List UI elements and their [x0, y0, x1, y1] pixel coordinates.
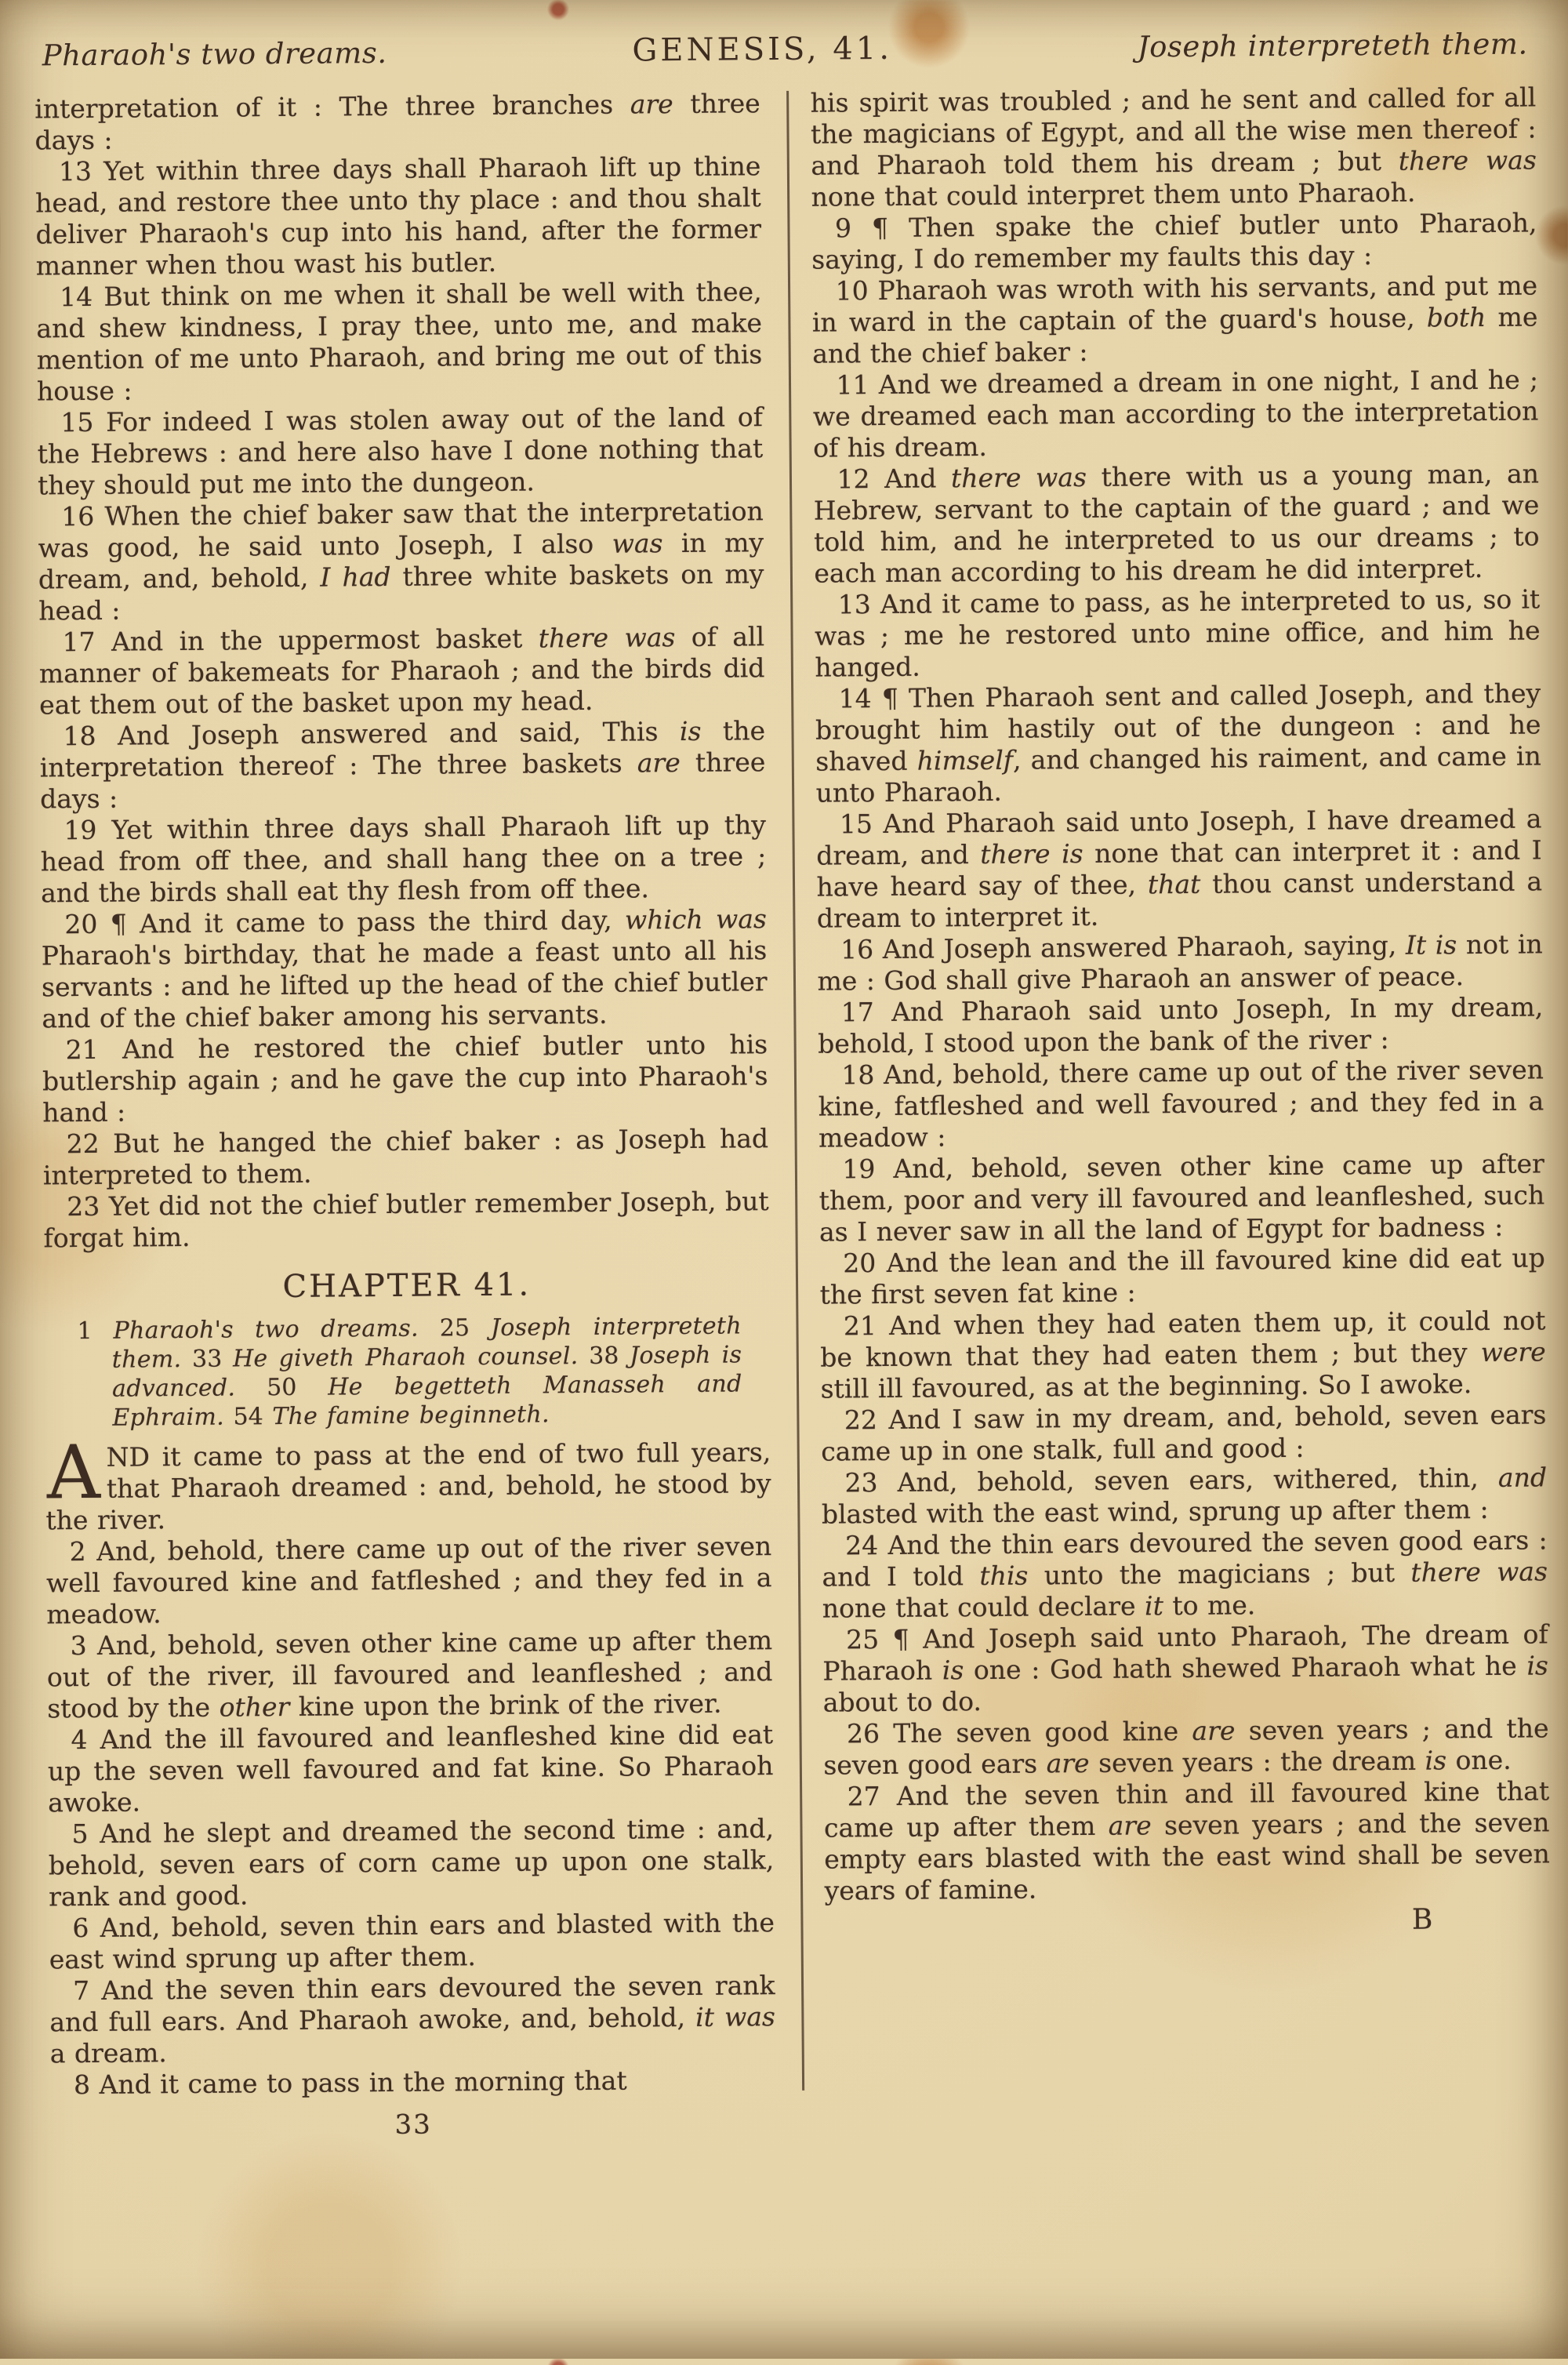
page-number: 33 [394, 2109, 432, 2141]
verse-paragraph: 9 ¶ Then spake the chief butler unto Pharaoh, saying, I do remember my faults this day : [811, 207, 1537, 275]
verse-paragraph: 19 Yet within three days shall Pharaoh lift up thy head from off thee, and shall hang thee on a tree ; and the birds shall eat thy flesh from off thee. [40, 809, 767, 909]
verse-paragraph: 4 And the ill favoured and leanfleshed kine did eat up the seven well favoured and fat kine. So Pharaoh awoke. [47, 1719, 774, 1818]
verse-paragraph: 12 And there was there with us a young man, an Hebrew, servant to the captain of the guard ; and we told him, and he interpreted to us our dreams ; to each man according to his dream he did interpret. [813, 458, 1540, 589]
verse-paragraph: 22 And I saw in my dream, and, behold, seven ears came up in one stalk, full and good : [821, 1399, 1547, 1467]
chapter-summary: 1 Pharaoh's two dreams. 25 Joseph interpreteth them. 33 He giveth Pharaoh counsel. 38 Joseph is advanced. 50 He begetteth Manasseh and Ephraim. 54 The famine beginneth. [77, 1312, 742, 1432]
verse-paragraph: 7 And the seven thin ears devoured the seven rank and full ears. And Pharaoh awoke, and, behold, it was a dream. [49, 1970, 776, 2069]
running-head-title: GENESIS, 41. [632, 30, 893, 69]
verse-paragraph: 18 And, behold, there came up out of the river seven kine, fatfleshed and well favoured ; and they fed in a meadow : [818, 1054, 1544, 1153]
verse-paragraph: 23 And, behold, seven ears, withered, thin, and blasted with the east wind, sprung up after them : [821, 1462, 1548, 1530]
verse-paragraph: 23 Yet did not the chief butler remember Joseph, but forgat him. [43, 1186, 769, 1254]
verse-paragraph: 17 And in the uppermost basket there was of all manner of bakemeats for Pharaoh ; and the birds did eat them out of the basket upon my head. [38, 621, 765, 721]
verse-paragraph: 16 When the chief baker saw that the interpretation was good, he said unto Joseph, I also was in my dream, and, behold, I had three white baskets on my head : [38, 496, 764, 627]
verse-paragraph: 6 And, behold, seven thin ears and blasted with the east wind sprung up after them. [49, 1907, 775, 1975]
verse-paragraph: 11 And we dreamed a dream in one night, I and he ; we dreamed each man according to the interpretation of his dream. [812, 364, 1539, 463]
running-head-right: Joseph interpreteth them. [1137, 27, 1528, 64]
column-divider-rule [786, 91, 804, 2091]
verse-paragraph: 20 ¶ And it came to pass the third day, which was Pharaoh's birthday, that he made a feast unto all his servants : and he lifted up the head of the chief butler and of the chief baker among his servants. [41, 903, 768, 1034]
verse-paragraph: 24 And the thin ears devoured the seven good ears : and I told this unto the magicians ; but there was none that could declare it to me. [822, 1524, 1548, 1624]
right-column [811, 82, 1552, 2137]
verse-paragraph: 19 And, behold, seven other kine came up after them, poor and very ill favoured and leanfleshed, such as I never saw in all the land of Egypt for badness : [818, 1148, 1545, 1248]
drop-cap: A [46, 1430, 101, 1517]
verse-paragraph: 5 And he slept and dreamed the second time : and, behold, seven ears of corn came up upon one stalk, rank and good. [48, 1813, 775, 1913]
verse-paragraph: 26 The seven good kine are seven years ; and the seven good ears are seven years : the dream is one. [823, 1713, 1549, 1781]
verse-paragraph: 25 ¶ And Joseph said unto Pharaoh, The dream of Pharaoh is one : God hath shewed Pharaoh what he is about to do. [822, 1618, 1549, 1718]
verse-paragraph: 17 And Pharaoh said unto Joseph, In my dream, behold, I stood upon the bank of the river : [817, 991, 1544, 1059]
verse-paragraph: 3 And, behold, seven other kine came up after them out of the river, ill favoured and leanfleshed ; and stood by the other kine upon the brink of the river. [46, 1625, 773, 1724]
verse-paragraph: 13 And it came to pass, as he interpreted to us, so it was ; me he restored unto mine office, and him he hanged. [814, 583, 1541, 683]
left-column [34, 88, 776, 2143]
verse-paragraph: 14 ¶ Then Pharaoh sent and called Joseph, and they brought him hastily out of the dungeon : and he shaved himself, and changed his raiment, and came in unto Pharaoh. [815, 678, 1541, 808]
verse-paragraph: 21 And when they had eaten them up, it could not be known that they had eaten them ; but they were still ill favoured, as at the beginning. So I awoke. [820, 1305, 1546, 1404]
continuation-paragraph: his spirit was troubled ; and he sent and called for all the magicians of Egypt, and all the wise men thereof : and Pharaoh told them his dream ; but there was none that could interpret them unto Pharaoh. [810, 82, 1537, 213]
signature-mark: B [1411, 1903, 1433, 1936]
verse-paragraph: 15 For indeed I was stolen away out of the land of the Hebrews : and here also have I done nothing that they should put me into the dungeon. [37, 401, 764, 501]
chapter-heading: CHAPTER 41. [282, 1266, 532, 1306]
verse-paragraph: 20 And the lean and the ill favoured kine did eat up the first seven fat kine : [819, 1242, 1545, 1310]
verse-paragraph: 18 And Joseph answered and said, This is the interpretation thereof : The three baskets are three days : [39, 715, 766, 815]
verse-paragraph: 8 And it came to pass in the morning that [73, 2065, 627, 2101]
verse-paragraph: 2 And, behold, there came up out of the river seven well favoured kine and fatfleshed ; and they fed in a meadow. [45, 1531, 772, 1630]
verse-paragraph: 13 Yet within three days shall Pharaoh lift up thine head, and restore thee unto thy place : and thou shalt deliver Pharaoh's cup into his hand, after the former manner when thou wast his butler. [35, 151, 762, 282]
text-columns [34, 82, 1552, 2143]
verse-paragraph: 14 But think on me when it shall be well with thee, and shew kindness, I pray thee, unto me, and make mention of me unto Pharaoh, and bring me out of this house : [36, 276, 763, 407]
verse-paragraph: 10 Pharaoh was wroth with his servants, and put me in ward in the captain of the guard's house, both me and the chief baker : [811, 270, 1538, 369]
running-head-left: Pharaoh's two dreams. [42, 35, 387, 73]
verse-paragraph: 21 And he restored the chief butler unto his butlership again ; and he gave the cup into Pharaoh's hand : [42, 1029, 768, 1128]
verse-paragraph: 27 And the seven thin and ill favoured kine that came up after them are seven years ; and the seven empty ears blasted with the east wind shall be seven years of famine. [823, 1775, 1550, 1906]
running-head [34, 25, 1536, 73]
verse-paragraph: 22 But he hanged the chief baker : as Joseph had interpreted to them. [42, 1123, 769, 1191]
verse-paragraph: 16 And Joseph answered Pharaoh, saying, It is not in me : God shall give Pharaoh an answer of peace. [817, 928, 1543, 997]
continuation-paragraph: interpretation of it : The three branches are three days : [34, 88, 760, 156]
verse-paragraph: AND it came to pass at the end of two full years, that Pharaoh dreamed : and, behold, he stood by the river. [45, 1430, 771, 1536]
verse-paragraph: 15 And Pharaoh said unto Joseph, I have dreamed a dream, and there is none that can interpret it : and I have heard say of thee, that thou canst understand a dream to interpret it. [816, 803, 1543, 934]
